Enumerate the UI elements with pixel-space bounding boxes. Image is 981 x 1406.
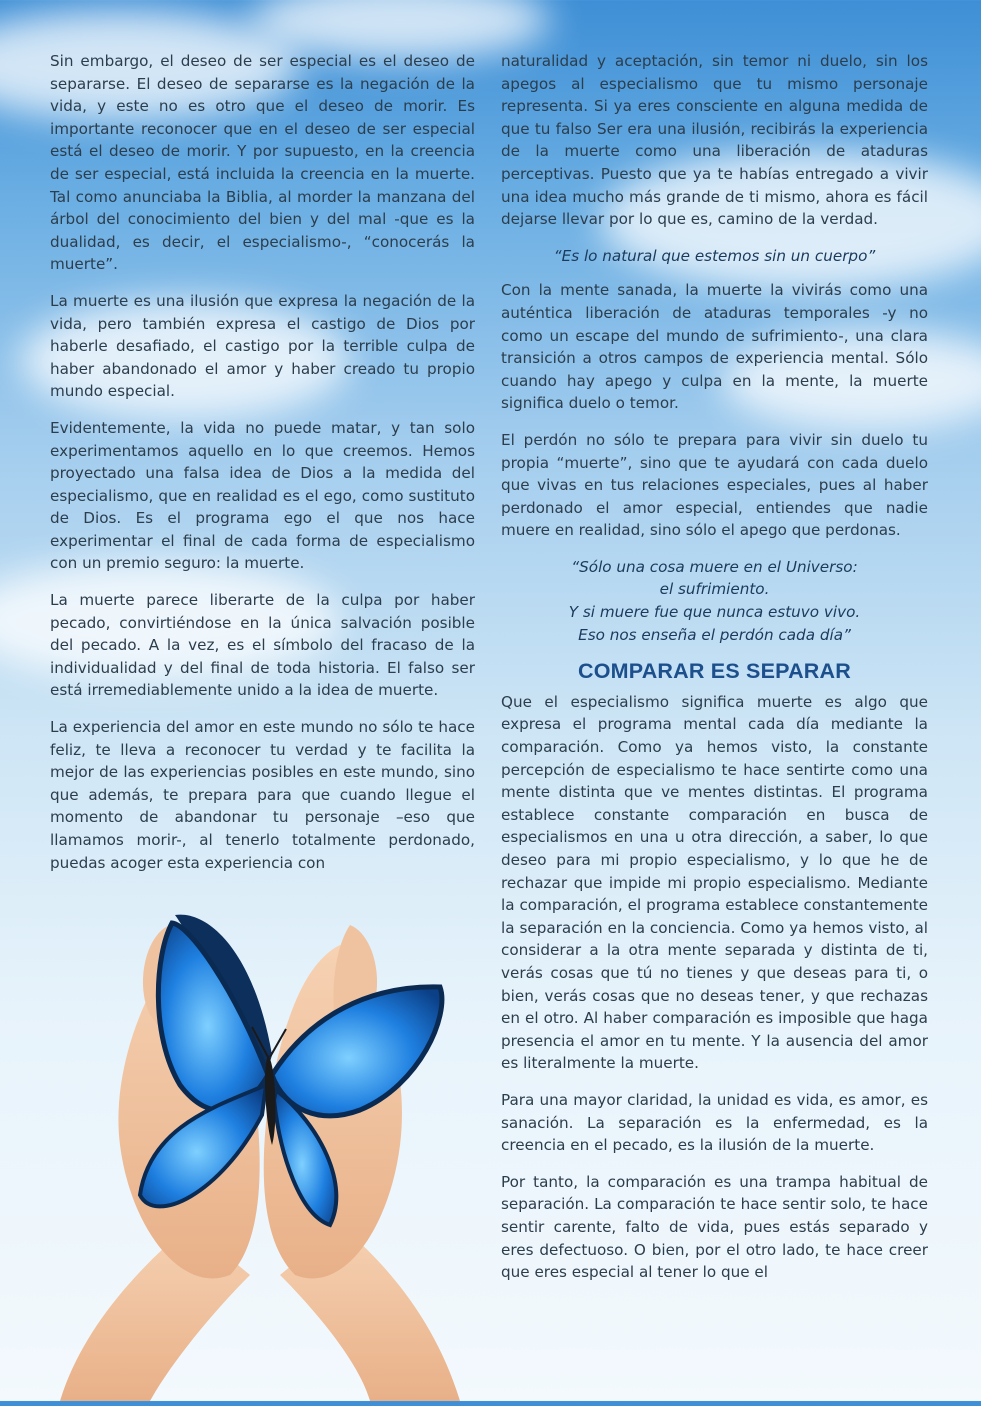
pull-quote: “Es lo natural que estemos sin un cuerpo” [553, 246, 876, 265]
paragraph: La experiencia del amor en este mundo no sólo te hace feliz, te lleva a reconocer tu verdad y te facilita la mejor de las experiencias posibles en este mundo, sino que además, te prepara para que cuando llegue el momento de abandonar tu personaje –eso que llamamos morir-, al tenerlo totalmente perdonado, puedas acoger esta experiencia con [50, 718, 475, 872]
paragraph: Por tanto, la comparación es una trampa habitual de separación. La comparación te hace sentir solo, te hace sentir carente, falto de vida, pues estás separado y eres defectuoso. O bien, por el otro lado, te hace creer que eres especial al tener lo que el [501, 1172, 928, 1282]
paragraph: naturalidad y aceptación, sin temor ni duelo, sin los apegos al especialismo que tu mismo personaje representa. Si ya eres consciente en alguna medida de que tu falso Ser era una ilusión, recibirás la experiencia de la muerte como una liberación de ataduras perceptivas. Puesto que ya te habías entregado a vivir una idea mucho más grande de ti mismo, ahora es fácil dejarse llevar por lo que es, camino de la verdad. [501, 52, 928, 229]
paragraph: Que el especialismo significa muerte es algo que expresa el programa mental cada día mediante la comparación. Como ya hemos visto, la constante percepción de especialismo te hace sentirte como una mente distinta que ve mentes distintas. El programa establece constante comparación en busca de especialismos en una u otra dirección, a saber, lo que deseo para mi propio especialismo, y lo que he de rechazar que impide mi propio especialismo. Mediante la comparación, el programa establece constantemente la separación en la conciencia. Como ya hemos visto, al considerar a la otra mente separada y distinta de ti, verás cosas que tú no tienes y que deseas para ti, o bien, verás cosas que no deseas tener, y que rechazas en el otro. Al haber comparación es imposible que haga presencia el amor en tu mente. Y la ausencia del amor es literalmente la muerte. [501, 692, 928, 1073]
quote-line: el sufrimiento. [659, 580, 770, 599]
paragraph: Para una mayor claridad, la unidad es vida, es amor, es sanación. La separación es la enfermedad, es la creencia en el pecado, es la ilusión de la muerte. [501, 1090, 928, 1155]
paragraph: La muerte parece liberarte de la culpa por haber pecado, convirtiéndose en la única salvación posible del pecado. A la vez, es el símbolo del fracaso de la individualidad y del final de toda historia. El falso ser está irremediablemente unido a la idea de muerte. [50, 591, 475, 700]
quote-line: “Sólo una cosa muere en el Universo: [571, 557, 858, 576]
right-column [501, 50, 928, 1298]
quote-line: Eso nos enseña el perdón cada día” [578, 625, 851, 644]
paragraph: Sin embargo, el deseo de ser especial es el deseo de separarse. El deseo de separarse es la negación de la vida, y este no es otro que el deseo de morir. Es importante reconocer que en el deseo de ser especial está el deseo de morir. Y por supuesto, en la creencia de ser especial, está incluida la creencia en la muerte. Tal como anunciaba la Biblia, al morder la manzana del árbol del conocimiento del bien y del mal -que es la dualidad, es decir, el especialismo-, “conocerás la muerte”. [50, 52, 475, 274]
paragraph: Evidentemente, la vida no puede matar, y tan solo experimentamos aquello en lo que creemos. Hemos proyectado una falsa idea de Dios a la medida del especialismo, que en realidad es el ego, como sustituto de Dios. Es el programa ego el que nos hace experimentar el final de cada forma de especialismo con un premio seguro: la muerte. [50, 418, 475, 573]
left-column [50, 50, 475, 888]
pull-quote-block [501, 556, 928, 646]
paragraph: Con la mente sanada, la muerte la vivirás como una auténtica liberación de ataduras temporales -y no como un escape del mundo de sufrimiento-, una clara transición a otros campos de experiencia mental. Sólo cuando hay apego y culpa en la mente, la muerte significa duelo o temor. [501, 281, 928, 413]
quote-line: Y si muere fue que nunca estuvo vivo. [568, 603, 861, 622]
paragraph: El perdón no sólo te prepara para vivir sin duelo tu propia “muerte”, sino que te ayudará con cada duelo que vivas en tus relaciones especiales, pues al haber perdonado el amor especial, entiendes que nadie muere en realidad, sino sólo el apego que perdonas. [501, 430, 928, 540]
paragraph: La muerte es una ilusión que expresa la negación de la vida, pero también expresa el castigo de Dios por haberle desafiado, el castigo por la terrible culpa de haber abandonado el amor y haber creado tu propio mundo especial. [50, 291, 475, 401]
butterfly-in-hands-icon [40, 895, 480, 1401]
section-heading: COMPARAR ES SEPARAR [578, 659, 851, 684]
